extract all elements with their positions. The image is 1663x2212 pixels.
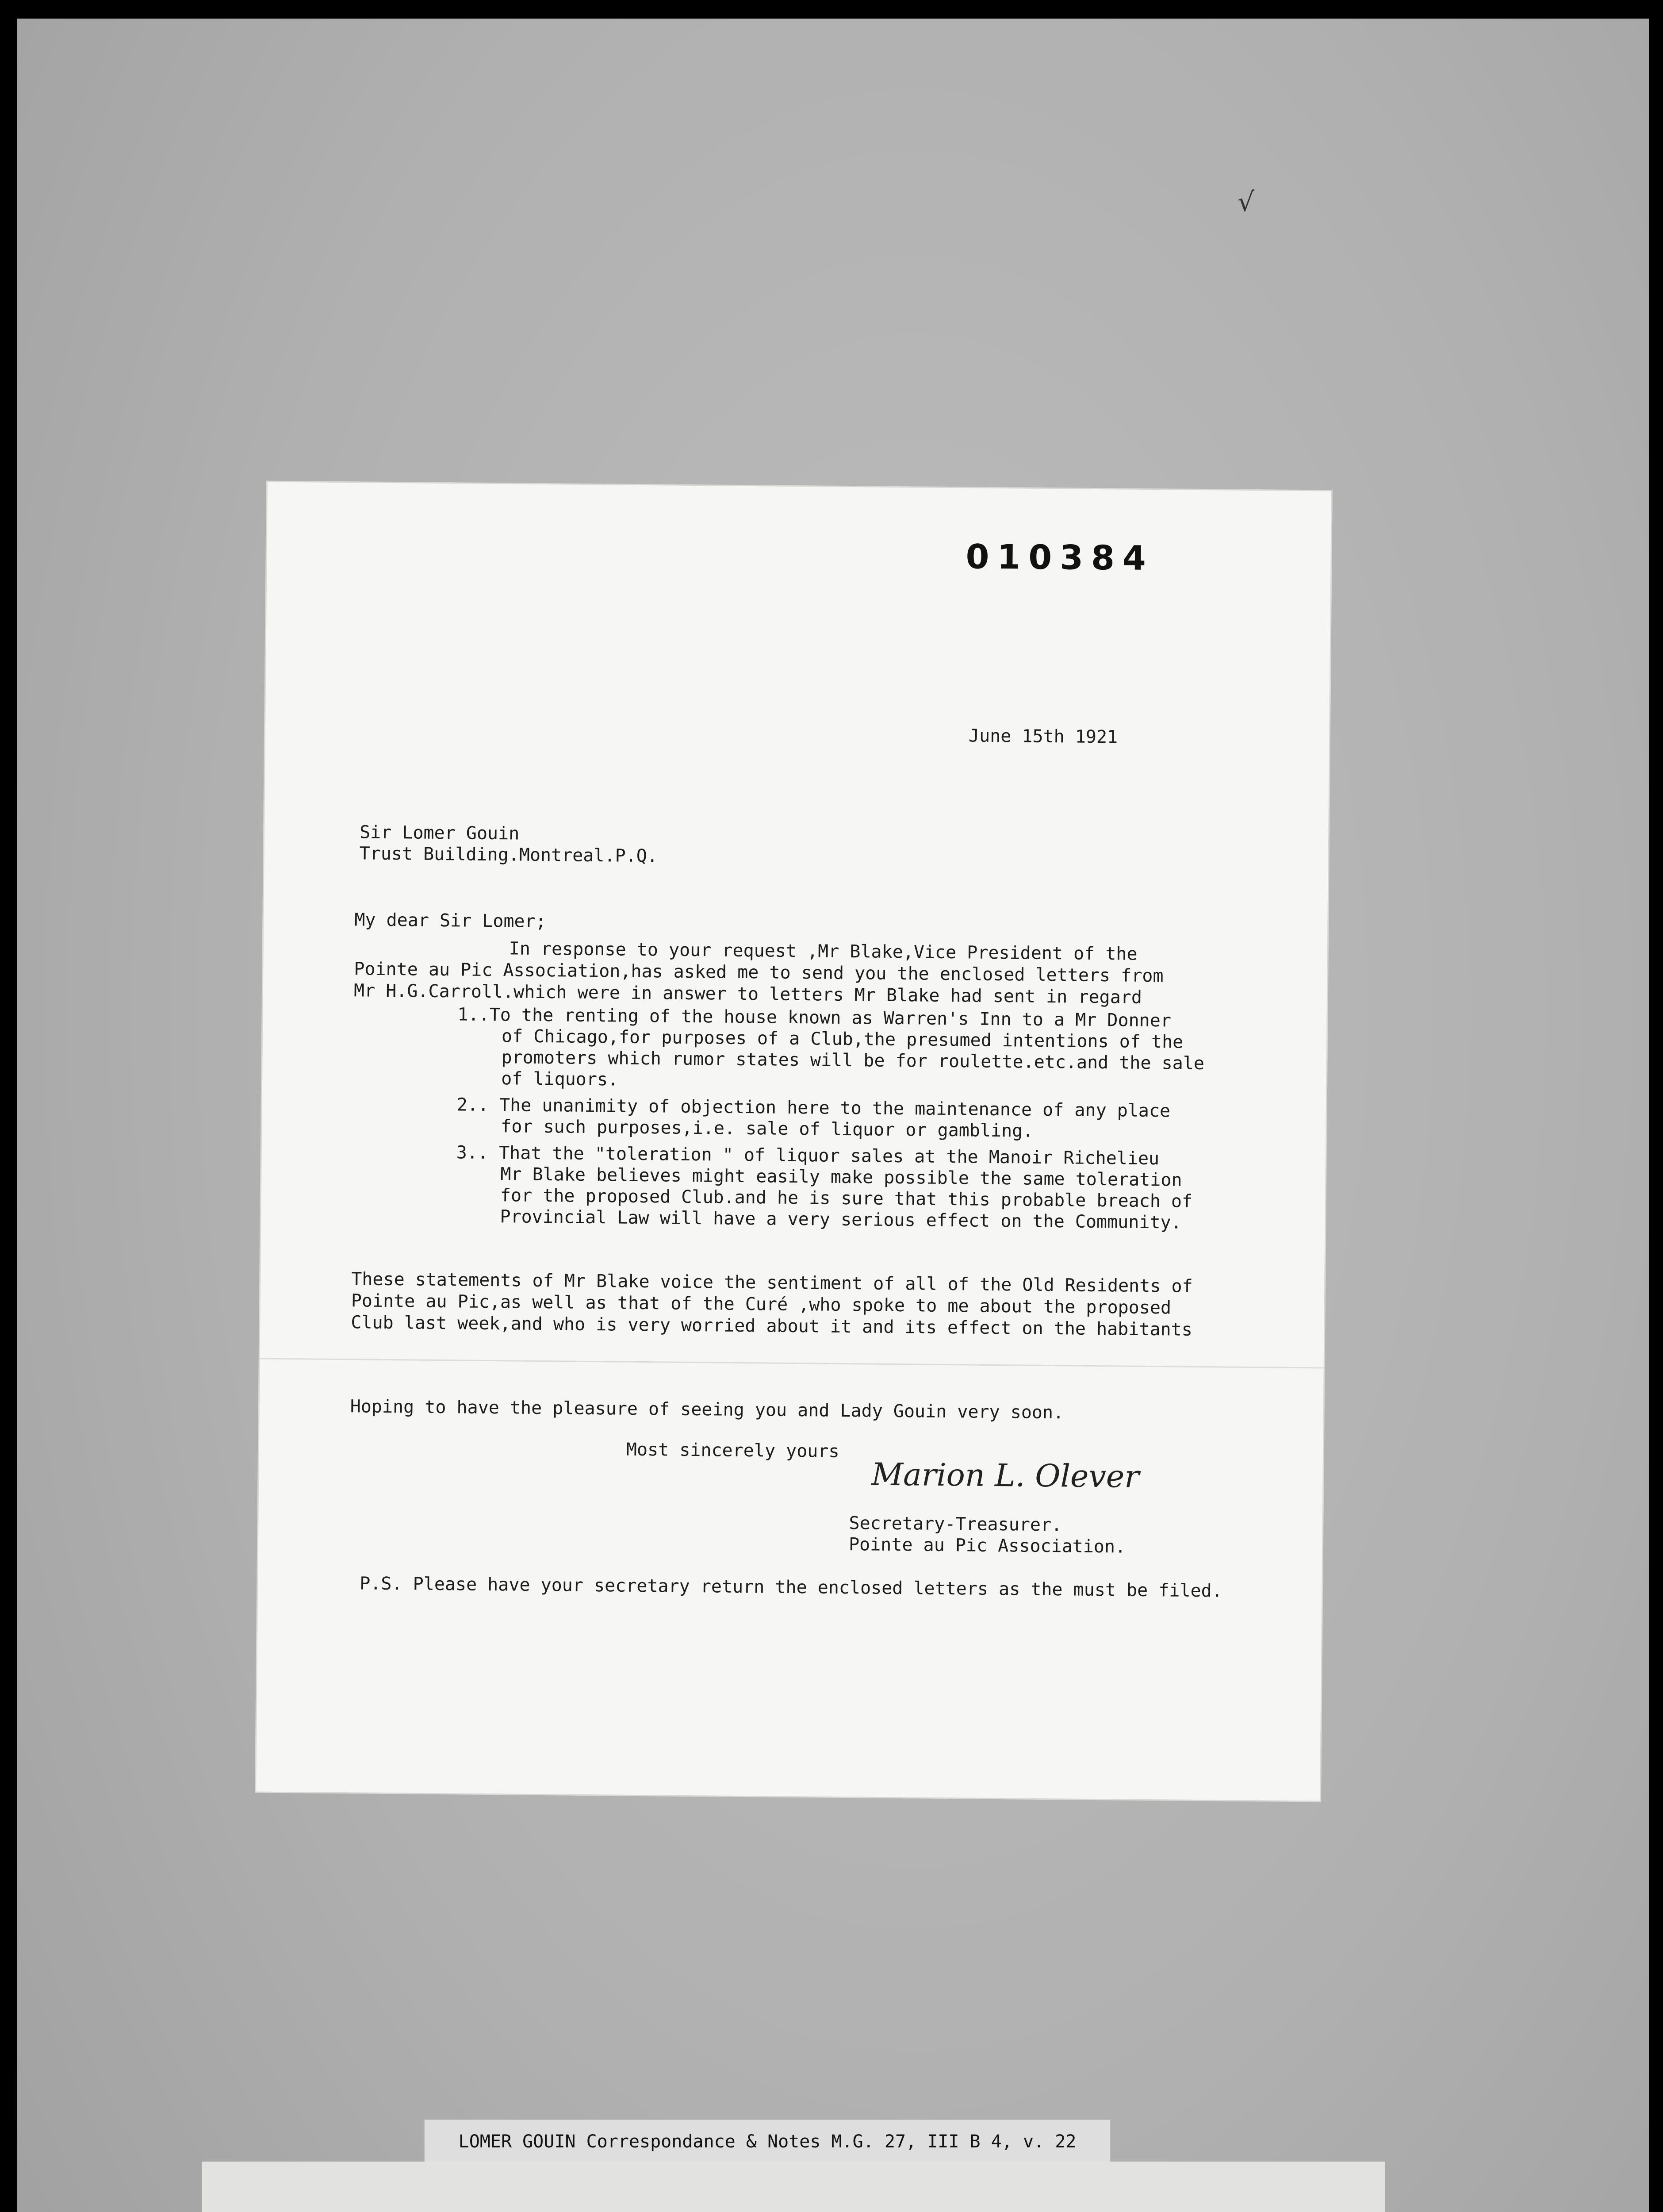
archive-reference-label: LOMER GOUIN Correspondance & Notes M.G. 27, III B 4, v. 22 xyxy=(424,2119,1111,2164)
signer-organization: Pointe au Pic Association. xyxy=(848,1534,1126,1557)
archives-stamp xyxy=(202,2162,1385,2212)
statement-line: Pointe au Pic,as well as that of the Curé ,who spoke to me about the proposed xyxy=(351,1290,1172,1318)
recipient-address: Trust Building.Montreal.P.Q. xyxy=(359,843,658,867)
page-fold xyxy=(260,1358,1324,1368)
intro-line: Mr H.G.Carroll.which were in answer to letters Mr Blake had sent in regard xyxy=(353,980,1142,1008)
item-1-line: of Chicago,for purposes of a Club,the presumed intentions of the xyxy=(501,1026,1184,1052)
item-3-line: Mr Blake believes might easily make possible the same toleration xyxy=(500,1164,1182,1190)
document-number: 010384 xyxy=(966,537,1154,578)
statement-line: Club last week,and who is very worried about it and its effect on the habitants xyxy=(351,1312,1193,1340)
intro-line: In response to your request ,Mr Blake,Vice President of the xyxy=(509,938,1138,964)
item-1-line: 1..To the renting of the house known as Warren's Inn to a Mr Donner xyxy=(457,1004,1172,1031)
closing-line: Hoping to have the pleasure of seeing you and Lady Gouin very soon. xyxy=(350,1396,1064,1423)
letter-page xyxy=(256,482,1331,1801)
item-3-line: Provincial Law will have a very serious effect on the Community. xyxy=(500,1206,1182,1233)
letter-date: June 15th 1921 xyxy=(968,726,1118,748)
item-1-line: of liquors. xyxy=(501,1068,619,1090)
valediction: Most sincerely yours xyxy=(626,1439,839,1462)
recipient-name: Sir Lomer Gouin xyxy=(359,822,520,844)
item-1-line: promoters which rumor states will be for roulette.etc.and the sale xyxy=(501,1047,1205,1074)
postscript: P.S. Please have your secretary return the enclosed letters as the must be filed. xyxy=(360,1573,1223,1601)
item-3-line: 3.. That the "toleration " of liquor sales at the Manoir Richelieu xyxy=(456,1142,1160,1169)
item-3-line: for the proposed Club.and he is sure that this probable breach of xyxy=(500,1185,1193,1212)
check-mark: √ xyxy=(1238,187,1255,218)
intro-line: Pointe au Pic Association,has asked me to send you the enclosed letters from xyxy=(354,959,1164,987)
signer-title: Secretary-Treasurer. xyxy=(849,1513,1062,1536)
salutation: My dear Sir Lomer; xyxy=(354,910,546,932)
item-2-line: for such purposes,i.e. sale of liquor or gambling. xyxy=(501,1116,1034,1141)
statement-line: These statements of Mr Blake voice the sentiment of all of the Old Residents of xyxy=(351,1269,1193,1297)
item-2-line: 2.. The unanimity of objection here to the maintenance of any place xyxy=(456,1094,1171,1121)
signature: Marion L. Olever xyxy=(871,1456,1140,1495)
